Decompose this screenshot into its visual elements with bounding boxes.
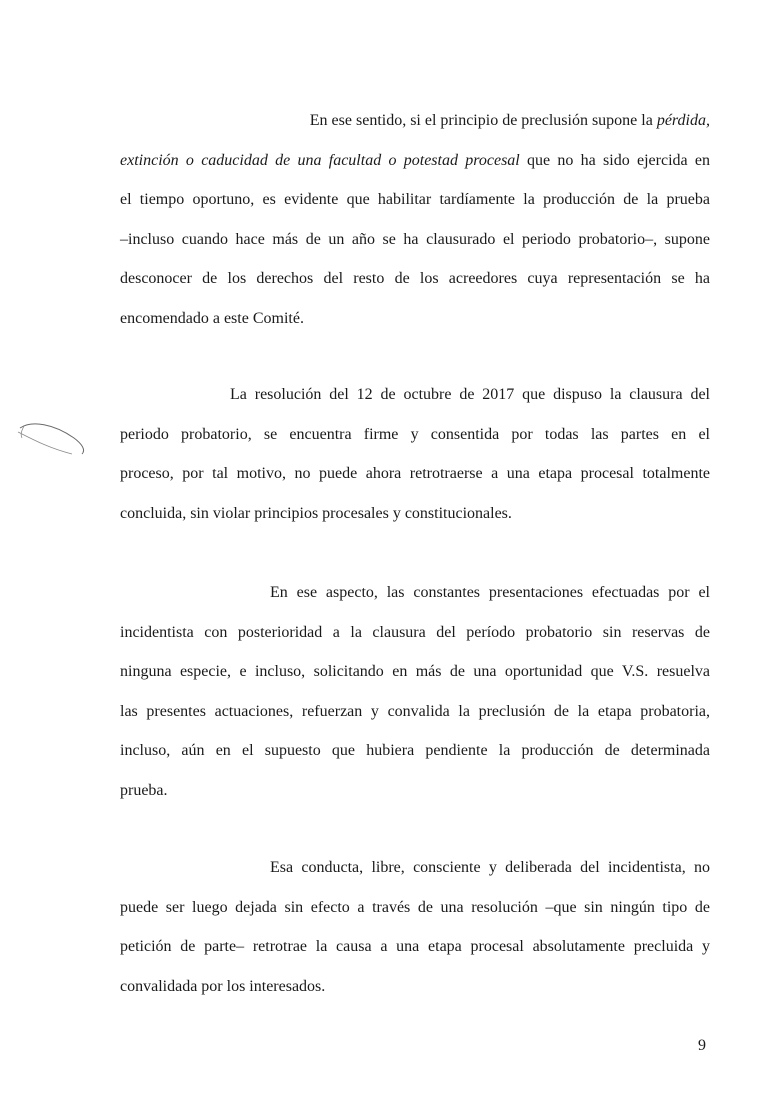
paragraph-1-line-4: –incluso cuando hace más de un año se ha clausurado el periodo probatorio–, supone	[120, 230, 710, 248]
paragraph-3	[120, 573, 710, 811]
paragraph-2-line-1: La resolución del 12 de octubre de 2017 que dispuso la clausura del	[230, 386, 710, 403]
paragraph-4-line-2: puede ser luego dejada sin efecto a través de una resolución –que sin ningún tipo de	[120, 898, 710, 916]
page-number: 9	[698, 1037, 706, 1054]
paragraph-1-line-5: desconocer de los derechos del resto de los acreedores cuya representación se ha	[120, 270, 710, 288]
paragraph-1-line-3: el tiempo oportuno, es evidente que habilitar tardíamente la producción de la prueba	[120, 191, 710, 209]
paragraph-2	[120, 375, 710, 533]
margin-pen-mark	[14, 418, 90, 460]
paragraph-3-line-3: ninguna especie, e incluso, solicitando en más de una oportunidad que V.S. resuelva	[120, 663, 710, 681]
paragraph-3-line-1: En ese aspecto, las constantes presentaciones efectuadas por el	[270, 584, 710, 601]
paragraph-2-line-2: periodo probatorio, se encuentra firme y consentida por todas las partes en el	[120, 425, 710, 443]
paragraph-4-line-4: convalidada por los interesados.	[120, 977, 326, 995]
paragraph-2-line-4: concluida, sin violar principios procesales y constitucionales.	[120, 504, 512, 522]
paragraph-1-line-6: encomendado a este Comité.	[120, 309, 304, 327]
paragraph-4	[120, 848, 710, 1006]
paragraph-4-line-1: Esa conducta, libre, consciente y deliberada del incidentista, no	[270, 859, 710, 876]
paragraph-1	[120, 101, 710, 339]
paragraph-1-line-2: extinción o caducidad de una facultad o potestad procesal que no ha sido ejercida en	[120, 151, 710, 169]
paragraph-3-line-4: las presentes actuaciones, refuerzan y convalida la preclusión de la etapa probatoria,	[120, 702, 710, 720]
paragraph-3-line-2: incidentista con posterioridad a la clausura del período probatorio sin reservas de	[120, 623, 710, 641]
paragraph-1-line-1: En ese sentido, si el principio de preclusión supone la pérdida,	[309, 112, 710, 129]
paragraph-3-line-6: prueba.	[120, 781, 168, 799]
paragraph-2-line-3: proceso, por tal motivo, no puede ahora retrotraerse a una etapa procesal totalmente	[120, 465, 710, 483]
paragraph-3-line-5: incluso, aún en el supuesto que hubiera pendiente la producción de determinada	[120, 742, 710, 760]
paragraph-4-line-3: petición de parte– retrotrae la causa a una etapa procesal absolutamente precluida y	[120, 938, 710, 956]
